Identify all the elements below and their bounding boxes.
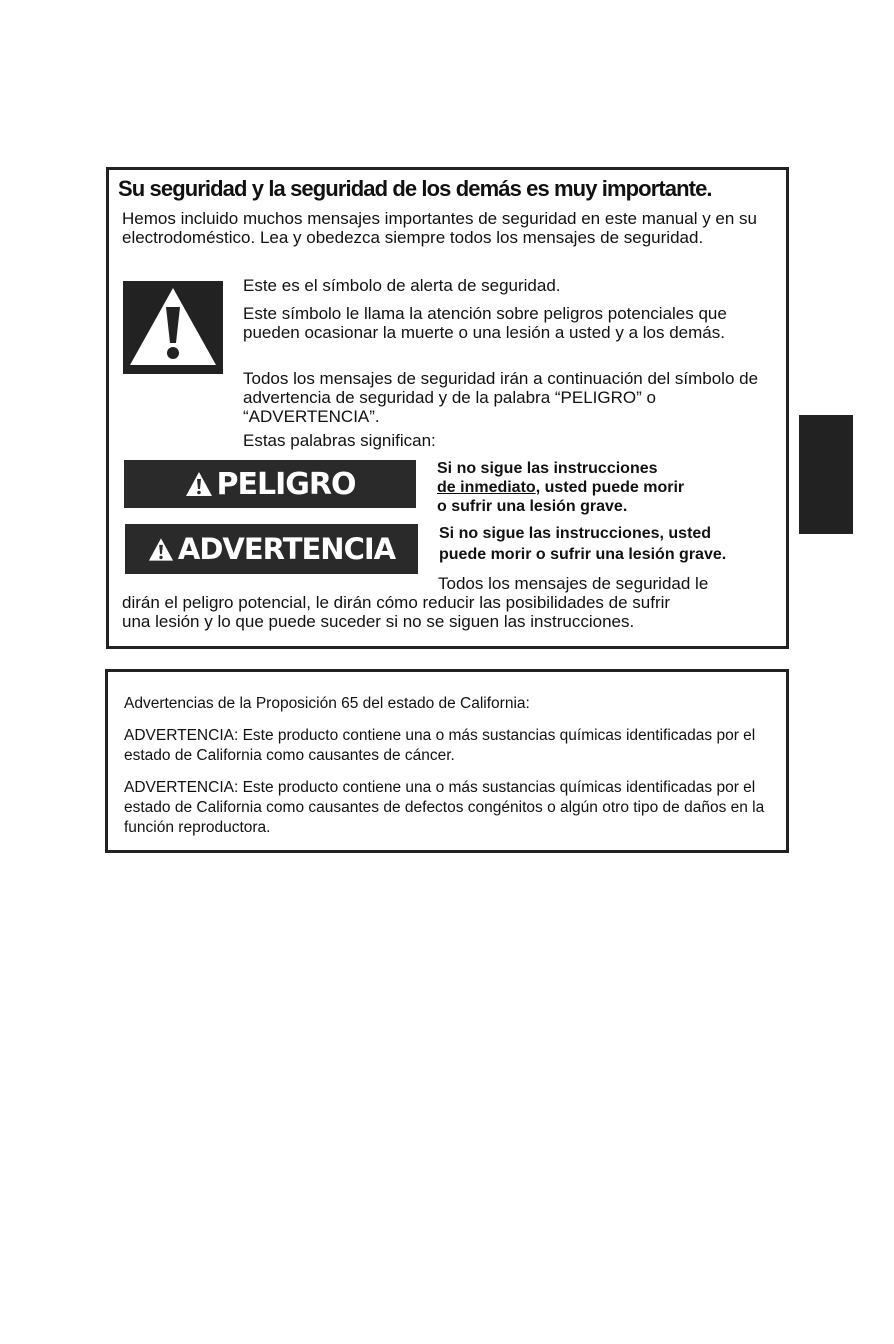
warning-triangle-icon (148, 537, 174, 562)
symbol-purpose: Este símbolo le llama la atención sobre peligros potenciales que pueden ocasionar la muerte o una lesión a usted y a los demás. (243, 304, 727, 342)
safety-message-box (106, 167, 789, 649)
advertencia-meaning-line2: puede morir o sufrir una lesión grave. (439, 546, 727, 563)
warning-triangle-icon (185, 471, 213, 497)
closing-text-line1: Todos los mensajes de seguridad le (438, 574, 709, 593)
advertencia-meaning-line1: Si no sigue las instrucciones, usted (439, 525, 712, 542)
safety-alert-triangle-icon (123, 281, 223, 374)
signal-word-explanation: Todos los mensajes de seguridad irán a continuación del símbolo de advertencia de seguridad y de la palabra “PELIGRO” o “ADVERTENCIA”. (243, 369, 759, 426)
signal-words-intro: Estas palabras significan: (243, 431, 436, 450)
safety-title: Su seguridad y la seguridad de los demás es muy importante. (118, 176, 712, 201)
advertencia-label: ADVERTENCIA (177, 532, 396, 566)
peligro-meaning-line1: Si no sigue las instrucciones (437, 460, 658, 477)
peligro-meaning-line3: o sufrir una lesión grave. (437, 498, 628, 515)
prop65-reproductive-warning: ADVERTENCIA: Este producto contiene una o más sustancias químicas identificadas por el estado de California como causantes de defectos congénitos o algún otro tipo de daños en la función reproductora. (124, 779, 765, 836)
advertencia-meaning (439, 523, 779, 565)
symbol-description: Este es el símbolo de alerta de seguridad. (243, 276, 561, 295)
advertencia-banner (125, 524, 418, 574)
peligro-label: PELIGRO (216, 466, 356, 502)
peligro-meaning-line2: , usted puede morir (535, 479, 685, 496)
prop65-cancer-warning: ADVERTENCIA: Este producto contiene una o más sustancias químicas identificadas por el estado de California como causantes de cáncer. (124, 727, 756, 764)
peligro-meaning (437, 459, 777, 516)
prop65-title: Advertencias de la Proposición 65 del estado de California: (124, 695, 530, 712)
prop65-warning-box (105, 669, 789, 853)
peligro-banner (124, 460, 416, 508)
peligro-meaning-underlined: de inmediato (437, 479, 536, 496)
safety-intro: Hemos incluido muchos mensajes importantes de seguridad en este manual y en su electrodoméstico. Lea y obedezca siempre todos los mensajes de seguridad. (122, 209, 758, 247)
closing-text-line2: dirán el peligro potencial, le dirán cómo reducir las posibilidades de sufrir (122, 593, 671, 612)
closing-text-line3: una lesión y lo que puede suceder si no se siguen las instrucciones. (122, 612, 635, 631)
section-tab-marker (799, 415, 853, 534)
